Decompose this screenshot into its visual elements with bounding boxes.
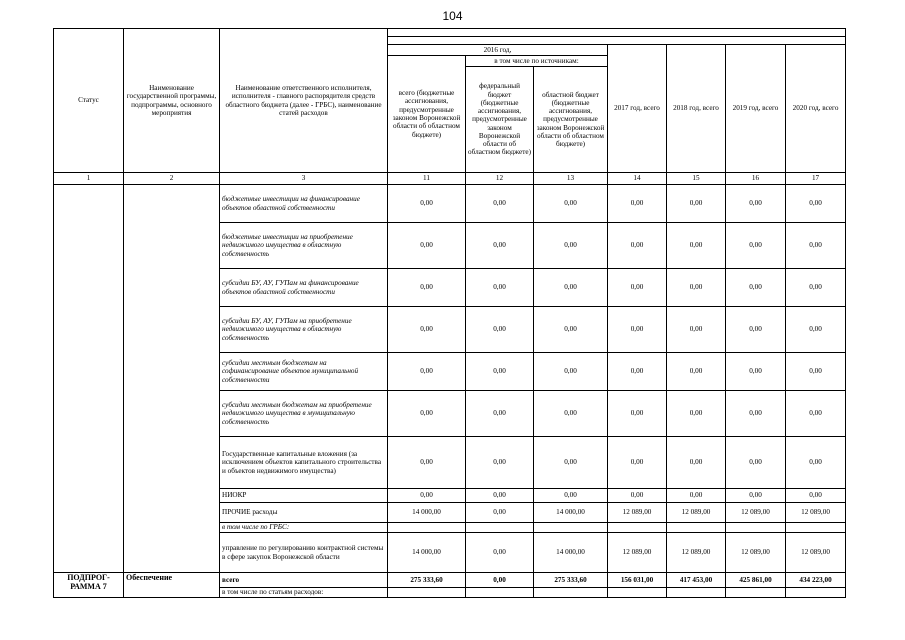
subprogram-value: 425 861,00 xyxy=(726,573,786,588)
row-name: бюджетные инвестиции на финансирование объектов областной собственности xyxy=(220,185,388,223)
program-cell-empty xyxy=(124,185,220,573)
row-value: 0,00 xyxy=(466,489,534,503)
header-blank-1 xyxy=(388,29,846,37)
empty-cell xyxy=(608,588,667,598)
row-value: 0,00 xyxy=(667,353,726,391)
row-value: 0,00 xyxy=(726,223,786,269)
header-2017: 2017 год, всего xyxy=(608,45,667,173)
empty-cell xyxy=(667,588,726,598)
row-value: 12 089,00 xyxy=(786,503,846,523)
row-value: 0,00 xyxy=(667,269,726,307)
row-value: 12 089,00 xyxy=(786,533,846,573)
row-value: 0,00 xyxy=(786,437,846,489)
row-value: 0,00 xyxy=(534,353,608,391)
col-number: 3 xyxy=(220,173,388,185)
empty-cell xyxy=(786,588,846,598)
row-value: 0,00 xyxy=(388,489,466,503)
row-value: 0,00 xyxy=(608,269,667,307)
subprogram-status: ПОДПРОГ-РАММА 7 xyxy=(54,573,124,598)
row-value: 0,00 xyxy=(388,391,466,437)
row-value: 0,00 xyxy=(667,437,726,489)
row-value: 14 000,00 xyxy=(388,503,466,523)
row-value: 0,00 xyxy=(608,353,667,391)
empty-cell xyxy=(534,588,608,598)
row-value: 0,00 xyxy=(608,307,667,353)
row-value: 0,00 xyxy=(466,269,534,307)
page-number: 104 xyxy=(442,9,463,23)
row-value: 0,00 xyxy=(534,489,608,503)
row-value: 0,00 xyxy=(786,391,846,437)
empty-cell xyxy=(608,523,667,533)
subprogram-subnote: в том числе по статьям расходов: xyxy=(220,588,388,598)
col-number: 15 xyxy=(667,173,726,185)
row-value: 0,00 xyxy=(667,185,726,223)
subprogram-row xyxy=(54,573,846,588)
row-value: 12 089,00 xyxy=(608,503,667,523)
row-value: 12 089,00 xyxy=(608,533,667,573)
row-value: 0,00 xyxy=(534,269,608,307)
row-value: 0,00 xyxy=(466,503,534,523)
empty-cell xyxy=(726,588,786,598)
row-value: 0,00 xyxy=(608,391,667,437)
row-value: 0,00 xyxy=(608,185,667,223)
subprogram-value: 0,00 xyxy=(466,573,534,588)
header-2019: 2019 год, всего xyxy=(726,45,786,173)
row-value: 0,00 xyxy=(388,437,466,489)
status-cell-empty xyxy=(54,185,124,573)
row-value: 0,00 xyxy=(667,489,726,503)
col-number: 11 xyxy=(388,173,466,185)
col-number: 2 xyxy=(124,173,220,185)
row-value: 0,00 xyxy=(466,223,534,269)
col-number: 1 xyxy=(54,173,124,185)
header-regional: областной бюджет (бюджетные ассигнования, предусмотренные законом Воронежской области об областном бюджете) xyxy=(534,67,608,173)
row-value: 0,00 xyxy=(388,223,466,269)
subprogram-value: 275 333,60 xyxy=(388,573,466,588)
row-value: 0,00 xyxy=(466,437,534,489)
row-value: 0,00 xyxy=(786,223,846,269)
row-value: 0,00 xyxy=(534,391,608,437)
header-total-2016: всего (бюджетные ассигнования, предусмотренные законом Воронежской области об областном бюджете) xyxy=(388,56,466,173)
header-status: Статус xyxy=(54,29,124,173)
empty-cell xyxy=(786,523,846,533)
empty-cell xyxy=(388,588,466,598)
row-name: Государственные капитальные вложения (за исключением объектов капитального строительства и объектов недвижимого имущества) xyxy=(220,437,388,489)
empty-cell xyxy=(726,523,786,533)
row-value: 0,00 xyxy=(726,185,786,223)
row-value: 0,00 xyxy=(608,437,667,489)
row-value: 12 089,00 xyxy=(667,503,726,523)
row-value: 0,00 xyxy=(534,307,608,353)
budget-table xyxy=(53,28,846,598)
row-value: 0,00 xyxy=(388,307,466,353)
row-value: 0,00 xyxy=(466,533,534,573)
row-name: НИОКР xyxy=(220,489,388,503)
col-number: 14 xyxy=(608,173,667,185)
row-name: субсидии БУ, АУ, ГУПам на финансирование объектов областной собственности xyxy=(220,269,388,307)
row-value: 0,00 xyxy=(726,353,786,391)
subprogram-value: 417 453,00 xyxy=(667,573,726,588)
row-name: управление по регулированию контрактной системы в сфере закупок Воронежской области xyxy=(220,533,388,573)
row-value: 14 000,00 xyxy=(388,533,466,573)
row-value: 0,00 xyxy=(388,269,466,307)
row-value: 0,00 xyxy=(388,185,466,223)
grbs-subheading: в том числе по ГРБС: xyxy=(220,523,388,533)
col-number: 12 xyxy=(466,173,534,185)
header-2018: 2018 год, всего xyxy=(667,45,726,173)
row-value: 12 089,00 xyxy=(726,503,786,523)
subprogram-value: 156 031,00 xyxy=(608,573,667,588)
row-value: 0,00 xyxy=(534,185,608,223)
header-program: Наименование государственной программы, подпрограммы, основного мероприятия xyxy=(124,29,220,173)
col-number: 13 xyxy=(534,173,608,185)
header-by-sources: в том числе по источникам: xyxy=(466,56,608,67)
row-value: 0,00 xyxy=(667,391,726,437)
header-2020: 2020 год, всего xyxy=(786,45,846,173)
row-value: 0,00 xyxy=(786,307,846,353)
row-value: 0,00 xyxy=(466,307,534,353)
row-value: 0,00 xyxy=(534,223,608,269)
row-value: 14 000,00 xyxy=(534,503,608,523)
col-number: 16 xyxy=(726,173,786,185)
row-value: 12 089,00 xyxy=(726,533,786,573)
table-row xyxy=(54,185,846,223)
col-number: 17 xyxy=(786,173,846,185)
row-value: 12 089,00 xyxy=(667,533,726,573)
row-value: 0,00 xyxy=(786,269,846,307)
row-value: 0,00 xyxy=(786,185,846,223)
row-name: субсидии БУ, АУ, ГУПам на приобретение недвижимого имущества в областную собственность xyxy=(220,307,388,353)
row-name: субсидии местным бюджетам на приобретение недвижимого имущества в муниципальную собственность xyxy=(220,391,388,437)
row-value: 0,00 xyxy=(726,437,786,489)
row-value: 0,00 xyxy=(608,489,667,503)
empty-cell xyxy=(466,523,534,533)
empty-cell xyxy=(466,588,534,598)
row-value: 0,00 xyxy=(786,489,846,503)
row-value: 0,00 xyxy=(466,391,534,437)
subprogram-value: 275 333,60 xyxy=(534,573,608,588)
row-name: субсидии местным бюджетам на софинансирование объектов муниципальной собственности xyxy=(220,353,388,391)
header-year-2016: 2016 год, xyxy=(388,45,608,56)
header-executor: Наименование ответственного исполнителя, исполнителя - главного распорядителя средств областного бюджета (далее - ГРБС), наименование статей расходов xyxy=(220,29,388,173)
row-name: бюджетные инвестиции на приобретение недвижимого имущества в областную собственность xyxy=(220,223,388,269)
row-value: 0,00 xyxy=(667,223,726,269)
empty-cell xyxy=(534,523,608,533)
row-value: 0,00 xyxy=(667,307,726,353)
row-name: ПРОЧИЕ расходы xyxy=(220,503,388,523)
row-value: 14 000,00 xyxy=(534,533,608,573)
row-value: 0,00 xyxy=(726,391,786,437)
row-value: 0,00 xyxy=(726,489,786,503)
row-value: 0,00 xyxy=(608,223,667,269)
row-value: 0,00 xyxy=(726,307,786,353)
row-value: 0,00 xyxy=(466,185,534,223)
subprogram-program: Обеспечение xyxy=(124,573,220,598)
empty-cell xyxy=(388,523,466,533)
header-federal: федеральный бюджет (бюджетные ассигнования, предусмотренные законом Воронежской области об областном бюджете) xyxy=(466,67,534,173)
subprogram-name: всего xyxy=(220,573,388,588)
subprogram-value: 434 223,00 xyxy=(786,573,846,588)
row-value: 0,00 xyxy=(388,353,466,391)
row-value: 0,00 xyxy=(726,269,786,307)
empty-cell xyxy=(667,523,726,533)
row-value: 0,00 xyxy=(466,353,534,391)
row-value: 0,00 xyxy=(534,437,608,489)
row-value: 0,00 xyxy=(786,353,846,391)
header-blank-2 xyxy=(388,37,846,45)
